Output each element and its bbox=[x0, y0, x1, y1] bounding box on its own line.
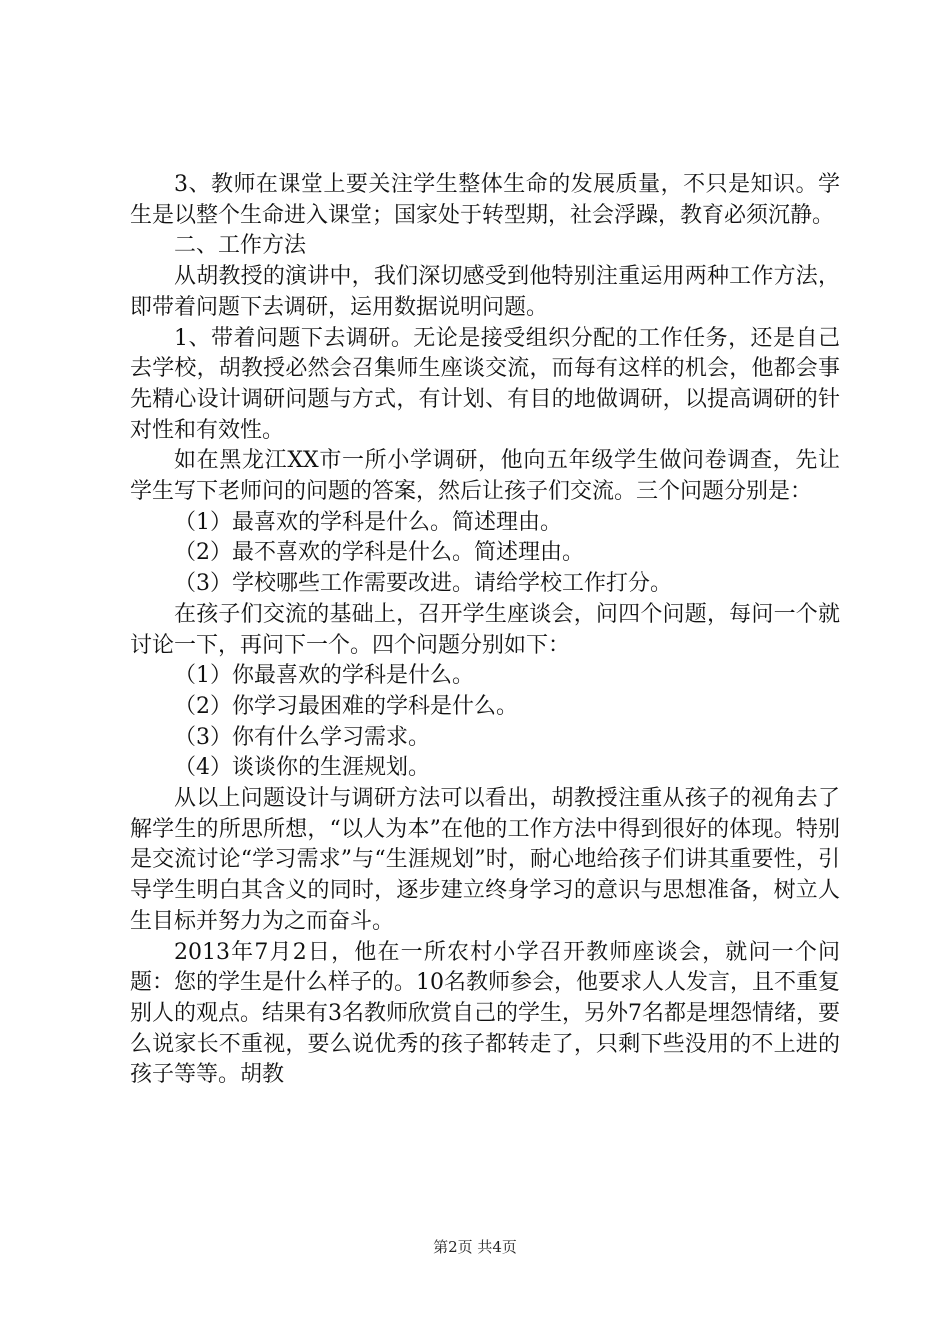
document-body bbox=[130, 170, 840, 1091]
list-item-question: （3）你有什么学习需求。 bbox=[174, 724, 430, 750]
paragraph-student-forum: 在孩子们交流的基础上，召开学生座谈会，问四个问题，每问一个就讨论一下，再问下一个。四个问题分别如下： bbox=[130, 601, 840, 658]
section-heading-work-methods: 二、工作方法 bbox=[174, 233, 307, 259]
list-item-question: （1）你最喜欢的学科是什么。 bbox=[174, 663, 474, 689]
paragraph-intro-methods: 从胡教授的演讲中，我们深切感受到他特别注重运用两种工作方法，即带着问题下去调研，运用数据说明问题。 bbox=[130, 264, 840, 320]
list-item-question: （2）最不喜欢的学科是什么。简述理由。 bbox=[174, 540, 584, 566]
paragraph-method-1: 1、带着问题下去调研。无论是接受组织分配的工作任务，还是自己去学校，胡教授必然会召集师生座谈交流，而每有这样的机会，他都会事先精心设计调研问题与方式，有计划、有目的地做调研，以提高调研的针对性和有效性。 bbox=[130, 325, 840, 443]
paragraph-teacher-forum: 2013年7月2日，他在一所农村小学召开教师座谈会，就问一个问题：您的学生是什么样子的。10名教师参会，他要求人人发言，且不重复别人的观点。结果有3名教师欣赏自己的学生，另外7名都是埋怨情绪，要么说家长不重视，要么说优秀的孩子都转走了，只剩下些没用的不上进的孩子等等。胡教 bbox=[130, 939, 840, 1088]
page-number-footer: 第2页 共4页 bbox=[433, 1238, 517, 1256]
list-item-question: （4）谈谈你的生涯规划。 bbox=[174, 755, 430, 781]
list-item-question: （1）最喜欢的学科是什么。简述理由。 bbox=[174, 509, 562, 535]
paragraph-example-survey: 如在黑龙江XX市一所小学调研，他向五年级学生做问卷调查，先让学生写下老师问的问题的答案，然后让孩子们交流。三个问题分别是： bbox=[130, 448, 840, 505]
list-item-question: （3）学校哪些工作需要改进。请给学校工作打分。 bbox=[174, 571, 672, 597]
list-item-question: （2）你学习最困难的学科是什么。 bbox=[174, 693, 518, 719]
paragraph-point-3: 3、教师在课堂上要关注学生整体生命的发展质量，不只是知识。学生是以整个生命进入课堂；国家处于转型期，社会浮躁，教育必须沉静。 bbox=[130, 172, 840, 228]
paragraph-analysis: 从以上问题设计与调研方法可以看出，胡教授注重从孩子的视角去了解学生的所思所想，“以人为本”在他的工作方法中得到很好的体现。特别是交流讨论“学习需求”与“生涯规划”时，耐心地给孩子们讲其重要性，引导学生明白其含义的同时，逐步建立终身学习的意识与思想准备，树立人生目标并努力为之而奋斗。 bbox=[130, 786, 840, 934]
